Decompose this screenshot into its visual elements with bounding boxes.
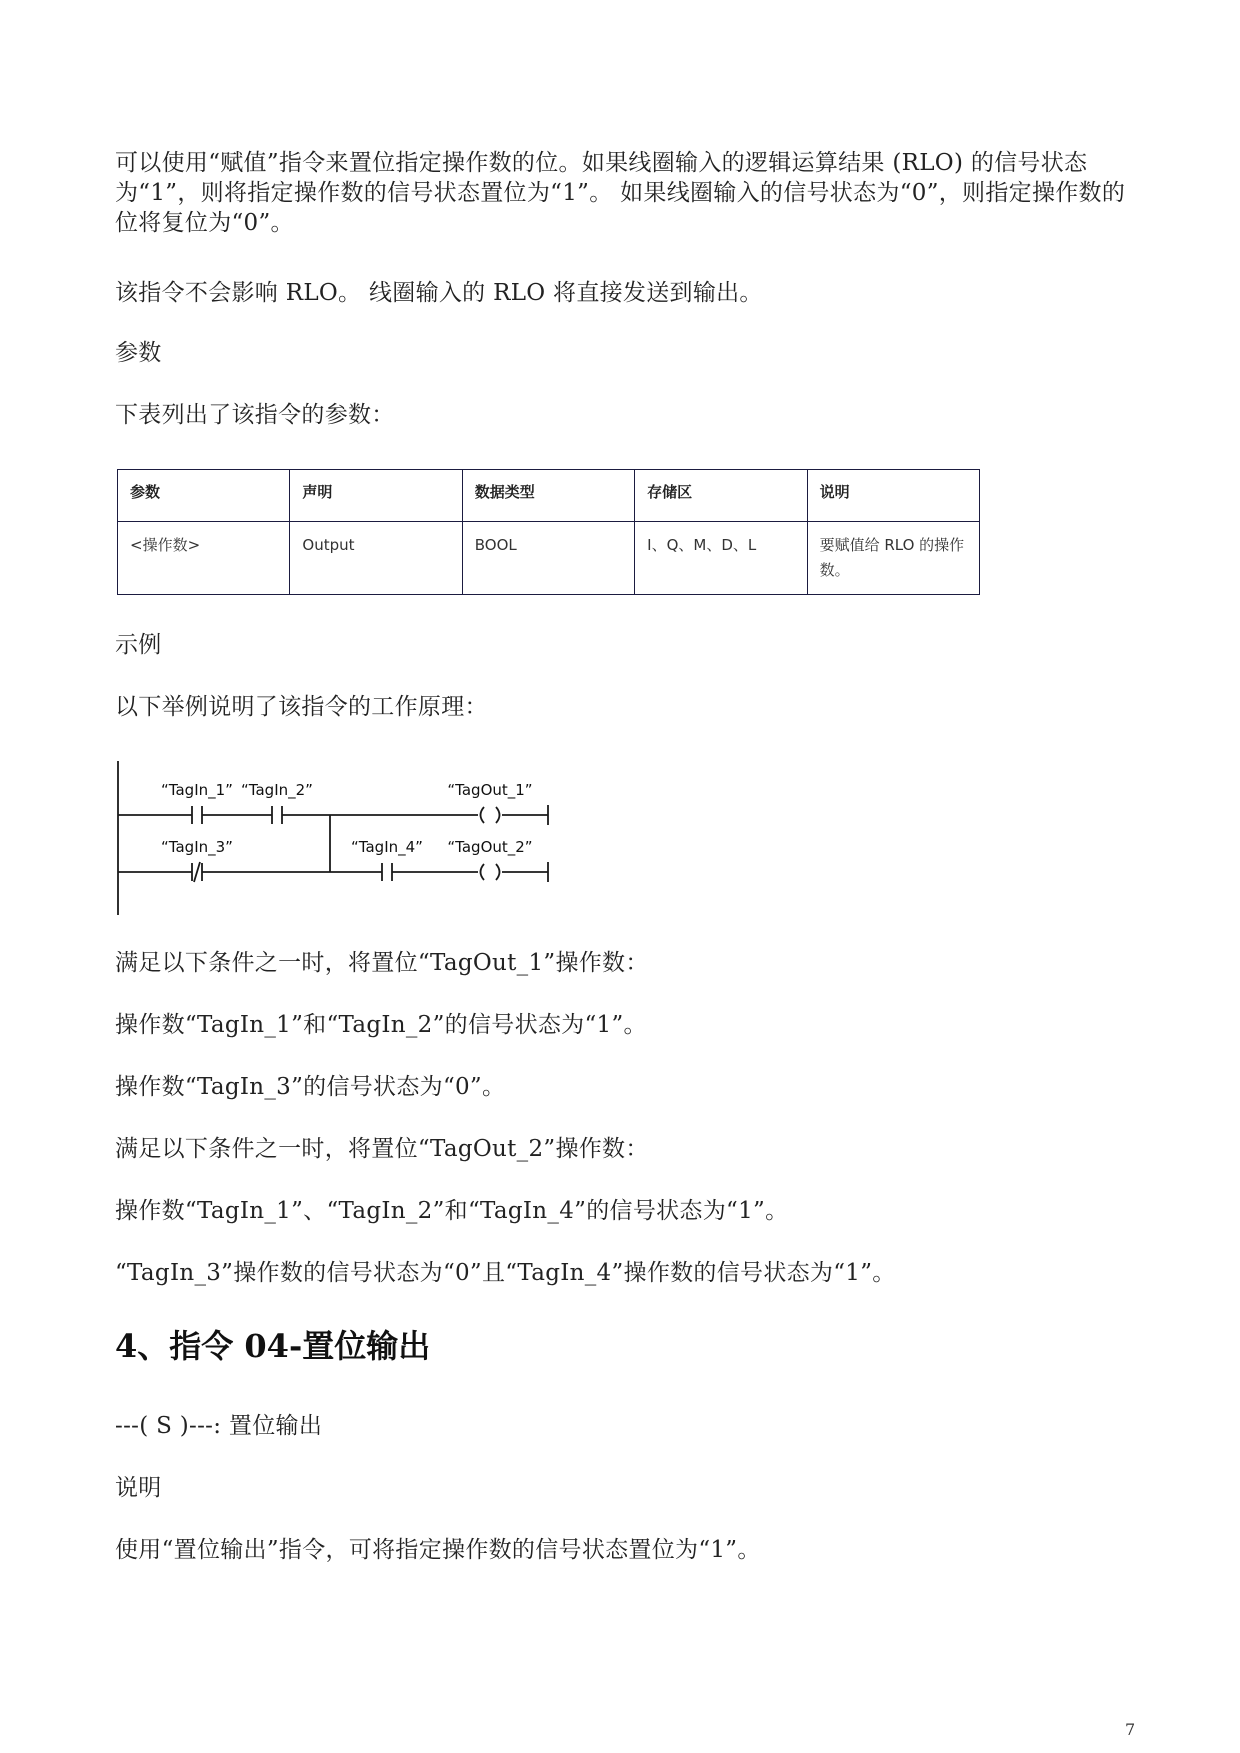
paragraph-condition-3: 操作数“TagIn_1”、“TagIn_2”和“TagIn_4”的信号状态为“1”。: [115, 1198, 789, 1224]
section-heading: 4、指令 04-置位输出: [115, 1327, 431, 1365]
label-tagin3: “TagIn_3”: [161, 838, 233, 856]
table-cell: 要赋值给 RLO 的操作数。: [807, 522, 979, 595]
section-label-description: 说明: [115, 1475, 162, 1501]
parameter-table: [117, 469, 980, 595]
paragraph-condition-4: “TagIn_3”操作数的信号状态为“0”且“TagIn_4”操作数的信号状态为“1”。: [115, 1260, 896, 1286]
coil-tagout1: [496, 807, 500, 823]
label-tagin1: “TagIn_1”: [161, 781, 233, 799]
label-tagout1: “TagOut_1”: [447, 781, 533, 799]
paragraph-table-intro: 下表列出了该指令的参数：: [115, 402, 395, 428]
table-row: [118, 522, 980, 595]
table-header-cell: 说明: [807, 470, 979, 522]
table-cell: BOOL: [462, 522, 634, 595]
coil-tagout1: [481, 807, 485, 823]
table-header-cell: 参数: [118, 470, 290, 522]
ladder-diagram: [110, 755, 570, 920]
coil-tagout2: [496, 864, 500, 880]
paragraph-assign-description: 可以使用“赋值”指令来置位指定操作数的位。如果线圈输入的逻辑运算结果 (RLO) 的信号状态为“1”，则将指定操作数的信号状态置位为“1”。 如果线圈输入的信号状态为“0”，则指定操作数的位将复位为“0”。: [115, 150, 1126, 236]
paragraph-rlo-note: 该指令不会影响 RLO。 线圈输入的 RLO 将直接发送到输出。: [115, 280, 763, 306]
paragraph-tagout2-condition: 满足以下条件之一时，将置位“TagOut_2”操作数：: [115, 1136, 649, 1162]
paragraph-condition-2: 操作数“TagIn_3”的信号状态为“0”。: [115, 1074, 506, 1100]
contact-tagin3-negation: [194, 862, 200, 882]
table-header-row: [118, 470, 980, 522]
coil-tagout2: [481, 864, 485, 880]
paragraph-tagout1-condition: 满足以下条件之一时，将置位“TagOut_1”操作数：: [115, 950, 649, 976]
table-header-cell: 存储区: [635, 470, 807, 522]
paragraph-instruction-symbol: ---( S )---: 置位输出: [115, 1413, 323, 1439]
section-label-parameters: 参数: [115, 340, 162, 366]
paragraph-condition-1: 操作数“TagIn_1”和“TagIn_2”的信号状态为“1”。: [115, 1012, 647, 1038]
table-cell: <操作数>: [118, 522, 290, 595]
label-tagin2: “TagIn_2”: [241, 781, 313, 799]
paragraph-example-intro: 以下举例说明了该指令的工作原理：: [115, 694, 488, 720]
paragraph-set-output-description: 使用“置位输出”指令，可将指定操作数的信号状态置位为“1”。: [115, 1537, 761, 1563]
table-cell: Output: [290, 522, 462, 595]
label-tagin4: “TagIn_4”: [351, 838, 423, 856]
section-label-example: 示例: [115, 632, 162, 658]
page-number: 7: [1125, 1720, 1136, 1739]
table-header-cell: 数据类型: [462, 470, 634, 522]
table-cell: I、Q、M、D、L: [635, 522, 807, 595]
table-header-cell: 声明: [290, 470, 462, 522]
label-tagout2: “TagOut_2”: [447, 838, 533, 856]
